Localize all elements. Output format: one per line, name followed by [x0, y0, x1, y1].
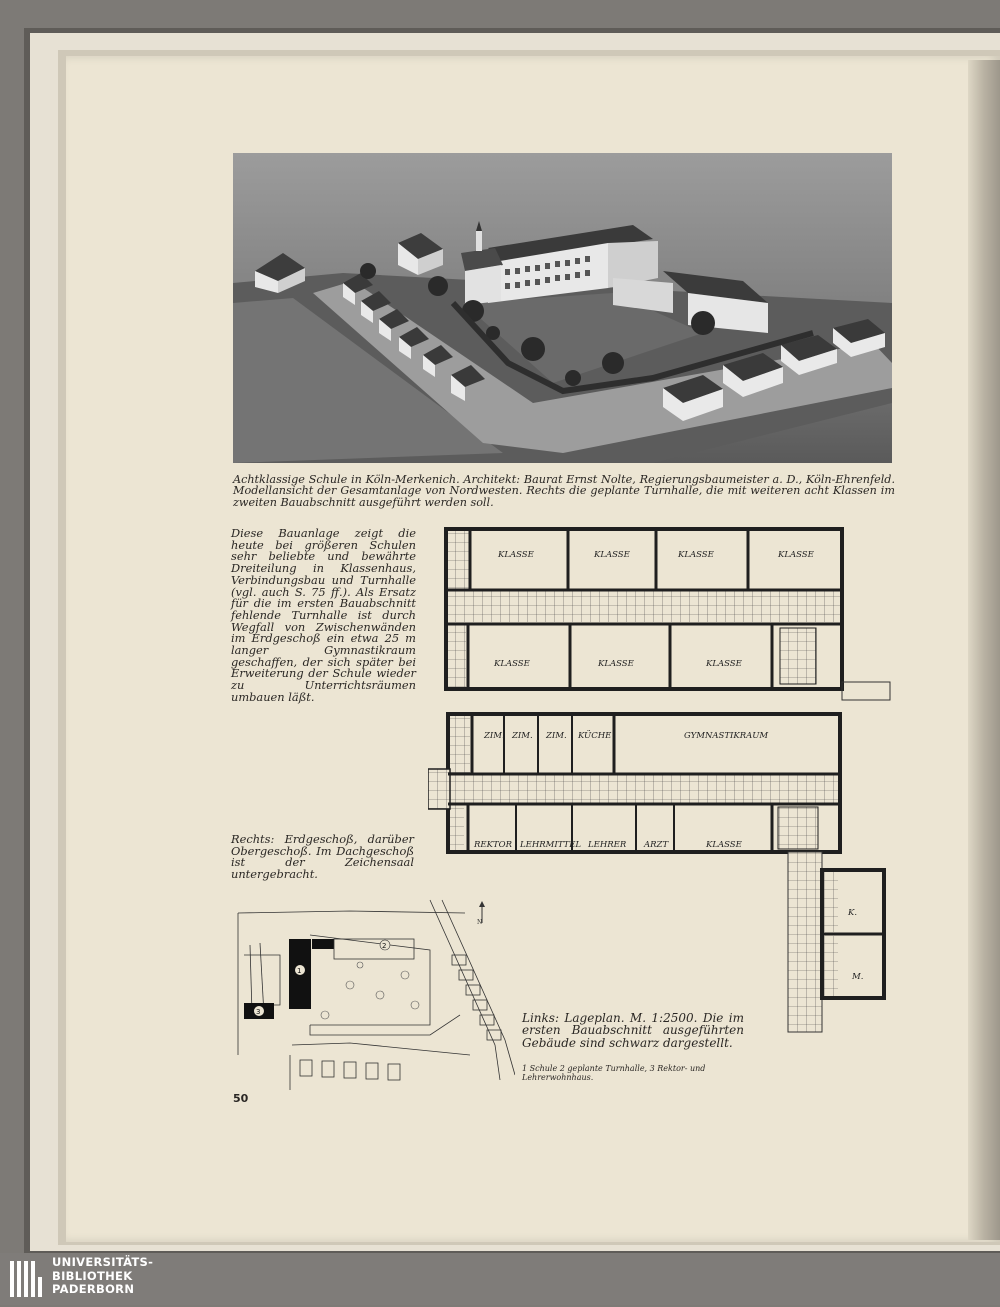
upper-floor-plan	[446, 529, 890, 700]
room-label: KLASSE	[678, 550, 714, 560]
site-marker-2: 2	[382, 942, 387, 950]
room-label: KLASSE	[778, 550, 814, 560]
room-label: ZIM.	[512, 731, 533, 741]
library-name-line: PADERBORN	[52, 1282, 135, 1296]
floor-plan-caption: Rechts: Erdgeschoß, darüber Obergeschoß. Im Dachgeschoß ist der Zeichensaal untergebracht.	[231, 832, 414, 882]
room-label: LEHRMITTEL	[520, 840, 582, 850]
room-label: REKTOR	[474, 840, 512, 850]
site-marker-1: 1	[297, 967, 302, 975]
room-label: M.	[852, 972, 864, 982]
room-label: GYMNASTIKRAUM	[684, 731, 769, 741]
library-name-line: BIBLIOTHEK	[52, 1268, 133, 1283]
site-plan-legend: 1 Schule 2 geplante Turnhalle, 3 Rektor- und Lehrerwohnhaus.	[522, 1064, 706, 1082]
room-label: KLASSE	[598, 659, 634, 669]
room-label: KLASSE	[706, 840, 742, 850]
room-label: LEHRER	[588, 840, 627, 850]
body-text: Diese Bauanlage zeigt die heute bei größeren Schulen sehr beliebte und bewährte Dreiteilung in Klassenhaus, Verbindungsbau und Turnhalle (vgl. auch S. 75 ff.). Als Ersatz für die im ersten Bauabschnitt fehlende Turnhalle ist durch Wegfall von Zwischenwänden im Erdgeschoß ein etwa 25 m langer Gymnastikraum geschaffen, der sich später bei Erweiterung der Schule wieder zu Unterrichtsräumen umbauen läßt.	[231, 526, 416, 704]
room-label: KLASSE	[706, 659, 742, 669]
room-label: KÜCHE	[578, 731, 612, 741]
room-label: KLASSE	[498, 550, 534, 560]
room-label: KLASSE	[594, 550, 630, 560]
book-gutter	[968, 60, 1000, 1240]
room-label: ARZT	[644, 840, 669, 850]
site-plan	[230, 895, 515, 1094]
page-number: 50	[233, 1092, 249, 1105]
photo-caption: Achtklassige Schule in Köln-Merkenich. Architekt: Baurat Ernst Nolte, Regierungsbaumeister a. D., Köln-Ehrenfeld. Modellansicht der Gesamtanlage von Nordwesten. Rechts die geplante Turnhalle, die mit weiteren acht Klassen im zweiten Bauabschnitt ausgeführt werden soll.	[233, 473, 895, 509]
library-name-line: UNIVERSITÄTS-	[52, 1255, 154, 1269]
site-marker-3: 3	[256, 1008, 261, 1016]
room-label: KLASSE	[494, 659, 530, 669]
room-label: K.	[848, 908, 858, 918]
room-label: ZIM.	[546, 731, 567, 741]
room-label: ZIM.	[484, 731, 505, 741]
library-logo-icon	[8, 1257, 48, 1307]
north-label: N	[477, 919, 483, 926]
site-plan-caption: Links: Lageplan. M. 1:2500. Die im ersten Bauabschnitt ausgeführten Gebäude sind schwarz dargestellt.	[522, 1011, 744, 1050]
model-photograph	[233, 153, 892, 463]
library-name	[52, 1256, 153, 1297]
